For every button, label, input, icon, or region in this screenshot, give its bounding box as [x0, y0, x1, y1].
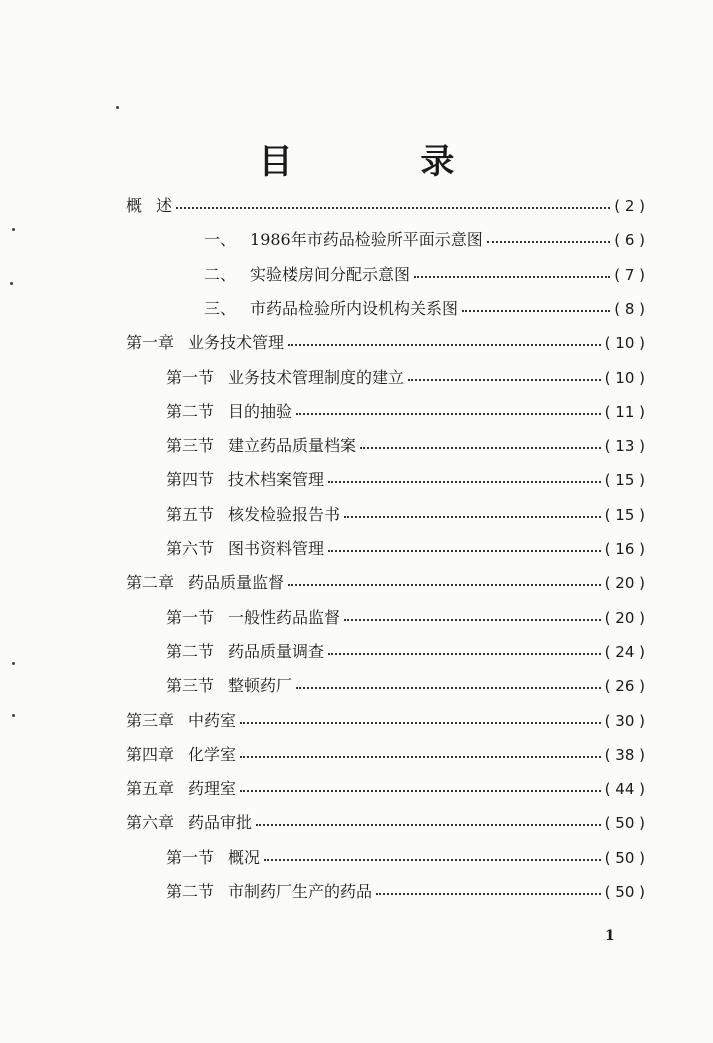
- toc-entry-number: 第三章: [126, 710, 175, 730]
- dot-leader: [296, 413, 601, 415]
- toc-entry-number: 第二节: [166, 641, 215, 661]
- toc-entry-page: ( 11 ): [604, 402, 645, 421]
- toc-entry-title: [126, 777, 236, 801]
- toc-entry-number: 第六节: [166, 539, 215, 558]
- toc-entry-text: 整顿药厂: [228, 676, 293, 696]
- toc-entry-page: ( 15 ): [604, 505, 645, 524]
- toc-entry-page: ( 24 ): [604, 642, 645, 661]
- toc-entry-text: 市药品检验所内设机构关系图: [250, 298, 459, 318]
- toc-entry-number: 第二节: [166, 882, 215, 901]
- toc-entry-title: [126, 709, 236, 733]
- scan-speck: [10, 282, 13, 285]
- toc-entry-text: 药品审批: [188, 813, 253, 833]
- toc-entry-number: 一、: [204, 230, 237, 250]
- toc-entry-page: ( 13 ): [604, 437, 645, 456]
- toc-entry: [126, 709, 645, 733]
- toc-entry-number: 第二节: [166, 401, 215, 421]
- toc-entry-title: [126, 571, 284, 595]
- toc-entry-number: 三、: [204, 298, 237, 318]
- toc-entry-text: 概况: [228, 847, 261, 867]
- toc-entry-number: 第一节: [166, 607, 215, 627]
- toc-entry-page: ( 50 ): [604, 883, 645, 901]
- toc-entry-page: ( 2 ): [614, 197, 645, 215]
- toc-entry-text: 业务技术管理制度的建立: [228, 367, 405, 387]
- toc-entry-number: 第六章: [126, 813, 175, 833]
- dot-leader: [288, 584, 601, 586]
- dot-leader: [344, 516, 601, 518]
- dot-leader: [288, 344, 601, 346]
- dot-leader: [376, 893, 601, 895]
- toc-entry-page: ( 50 ): [604, 848, 645, 867]
- dot-leader: [328, 481, 601, 483]
- toc-entry-text: 业务技术管理: [188, 333, 285, 353]
- toc-entry: [204, 297, 645, 321]
- scan-speck: [12, 662, 15, 665]
- toc-entry-title: [166, 468, 324, 492]
- toc-entry-number: 第一节: [166, 367, 215, 387]
- toc-entry-number: 第五节: [166, 504, 215, 524]
- toc-entry-page: ( 44 ): [604, 780, 645, 799]
- toc-entry-title: [166, 400, 292, 424]
- toc-entry-number: 概: [126, 196, 143, 215]
- toc-entry-title: [126, 331, 284, 355]
- dot-leader: [240, 790, 601, 792]
- toc-entry-page: ( 8 ): [614, 299, 645, 318]
- toc-entry-title: [204, 228, 483, 252]
- toc-entry-text: 图书资料管理: [228, 539, 325, 558]
- toc-entry: [166, 846, 645, 870]
- dot-leader: [487, 241, 610, 243]
- toc-entry: [126, 331, 645, 355]
- toc-entry: [126, 194, 645, 218]
- dot-leader: [176, 207, 610, 209]
- toc-entry: [126, 571, 645, 595]
- toc-entry-text: 药理室: [188, 779, 237, 799]
- dot-leader: [360, 447, 601, 449]
- toc-entry-number: 第一章: [126, 333, 175, 353]
- toc-entry-text: 一般性药品监督: [228, 607, 341, 627]
- toc-entry-title: [166, 606, 340, 630]
- toc-entry-text: 核发检验报告书: [228, 504, 341, 524]
- dot-leader: [328, 550, 601, 552]
- toc-entry: [166, 880, 645, 904]
- toc-entry-text: 中药室: [188, 710, 237, 730]
- toc-entry-number: 第一节: [166, 847, 215, 867]
- toc-entry-page: ( 30 ): [604, 711, 645, 730]
- toc-entry-text: 化学室: [188, 744, 237, 764]
- scan-speck: [12, 714, 15, 717]
- toc-entry: [166, 640, 645, 664]
- toc-entry: [166, 434, 645, 458]
- toc-entry-page: ( 16 ): [604, 540, 645, 558]
- toc-entry-page: ( 10 ): [604, 368, 645, 387]
- scan-speck: [12, 228, 15, 231]
- toc-entry: [166, 537, 645, 561]
- dot-leader: [328, 653, 601, 655]
- toc-entry-page: ( 10 ): [604, 334, 645, 353]
- toc-entry-number: 第五章: [126, 779, 175, 799]
- toc-entry-page: ( 15 ): [604, 471, 645, 490]
- toc-entry-title: [166, 537, 324, 561]
- toc-entry-page: ( 26 ): [604, 677, 645, 696]
- dot-leader: [240, 722, 601, 724]
- toc-entry: [166, 468, 645, 492]
- dot-leader: [414, 276, 610, 278]
- dot-leader: [462, 310, 610, 312]
- toc-entry-text: 市制药厂生产的药品: [228, 882, 373, 901]
- toc-entry-title: [166, 434, 356, 458]
- toc-entry: [166, 366, 645, 390]
- toc-entry: [126, 777, 645, 801]
- toc-entry-title: [166, 366, 404, 390]
- toc-entry-page: ( 20 ): [604, 608, 645, 627]
- toc-entry-page: ( 38 ): [604, 745, 645, 764]
- dot-leader: [264, 859, 601, 861]
- toc-entry-text: 建立药品质量档案: [228, 436, 357, 456]
- toc-entry-title: [166, 503, 340, 527]
- toc-entry-title: [166, 880, 372, 904]
- toc-entry-text: 述: [156, 196, 173, 215]
- dot-leader: [240, 756, 601, 758]
- toc-entry: [166, 503, 645, 527]
- dot-leader: [256, 824, 601, 826]
- page-title: 目 录: [258, 142, 513, 182]
- toc-entry-title: [126, 811, 252, 835]
- toc-entry-number: 第三节: [166, 436, 215, 456]
- toc-entry-page: ( 20 ): [604, 574, 645, 593]
- dot-leader: [296, 687, 601, 689]
- toc-entry-number: 第四章: [126, 744, 175, 764]
- toc-entry-title: [126, 194, 172, 218]
- toc-entry: [166, 606, 645, 630]
- toc-entry-number: 第三节: [166, 676, 215, 696]
- toc-entry: [126, 811, 645, 835]
- toc-entry-title: [166, 674, 292, 698]
- toc-entry-number: 第四节: [166, 470, 215, 490]
- toc-entry: [166, 674, 645, 698]
- toc-entry-page: ( 6 ): [614, 231, 645, 250]
- toc-entry-title: [166, 846, 260, 870]
- toc-entry-text: 技术档案管理: [228, 470, 325, 490]
- toc-entry: [204, 263, 645, 287]
- toc-entry-title: [166, 640, 324, 664]
- toc-entry-text: 药品质量调查: [228, 641, 325, 661]
- toc-entry-title: [126, 743, 236, 767]
- toc-entry-text: 1986年市药品检验所平面示意图: [250, 230, 483, 250]
- toc-entry: [166, 400, 645, 424]
- toc-entry-text: 实验楼房间分配示意图: [250, 264, 411, 284]
- toc-entry: [204, 228, 645, 252]
- toc-entry-page: ( 7 ): [614, 265, 645, 284]
- toc-entry-number: 第二章: [126, 573, 175, 593]
- toc-entry-text: 药品质量监督: [188, 573, 285, 593]
- toc-entry: [126, 743, 645, 767]
- toc-entry-page: ( 50 ): [604, 814, 645, 833]
- toc-entry-text: 目的抽验: [228, 401, 293, 421]
- scan-speck: [116, 106, 119, 109]
- toc-entry-title: [204, 297, 458, 321]
- dot-leader: [344, 619, 601, 621]
- toc-entry-title: [204, 263, 410, 287]
- toc-entry-number: 二、: [204, 264, 237, 284]
- dot-leader: [408, 379, 601, 381]
- page-number: 1: [605, 928, 615, 944]
